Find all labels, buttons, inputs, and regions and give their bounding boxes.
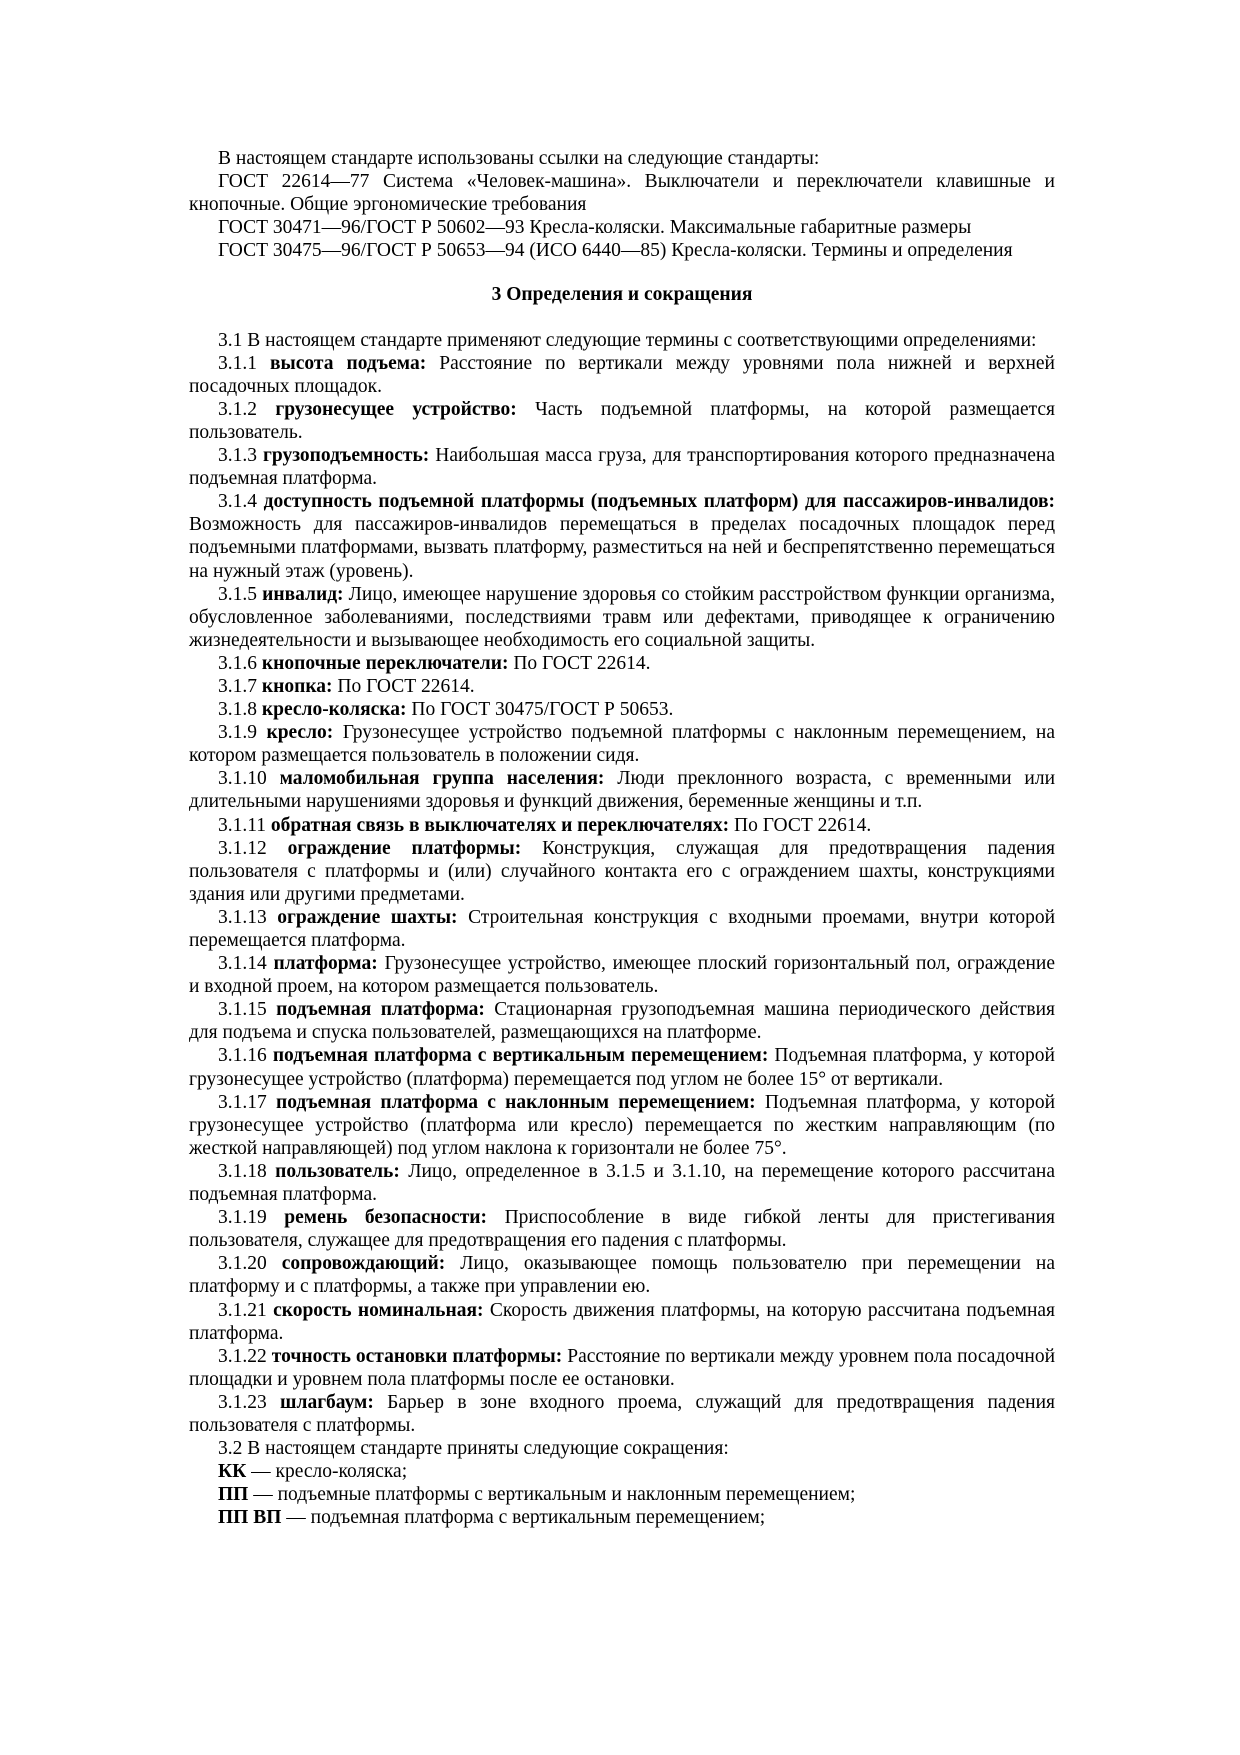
term-name: подъемная платформа с наклонным перемещением: — [275, 1091, 756, 1113]
term-def: Лицо, оказывающее помощь пользователю при перемещении на платформу и с платформы, а также при управлении ею. — [189, 1253, 1056, 1298]
term-definition — [189, 998, 1055, 1044]
term-number: 3.1.6 — [218, 652, 257, 674]
term-def: Грузонесущее устройство, имеющее плоский горизонтальный пол, ограждение и входной проем, на котором размещается пользователь. — [189, 953, 1056, 998]
term-definition — [189, 837, 1055, 906]
term-number: 3.1.8 — [218, 699, 257, 721]
term-def: Строительная конструкция с входными проемами, внутри которой перемещается платформа. — [189, 906, 1055, 951]
abbreviation-item — [189, 1506, 1055, 1529]
abbreviation: ПП ВП — [218, 1507, 282, 1529]
term-name: скорость номинальная: — [273, 1299, 484, 1321]
term-def: Наибольшая масса груза, для транспортирования которого предназначена подъемная платформа. — [189, 445, 1056, 490]
term-def: Расстояние по вертикали между уровнем пола посадочной площадки и уровнем пола платформы после ее остановки. — [189, 1345, 1056, 1390]
term-number: 3.1.4 — [218, 491, 257, 513]
term-number: 3.1.23 — [218, 1391, 267, 1413]
term-name: кнопка: — [261, 675, 333, 697]
term-definition — [189, 952, 1055, 998]
term-def: Лицо, имеющее нарушение здоровья со стойким расстройством функции организма, обусловленное заболеваниями, последствиями травм или дефектами, приводящее к ограничению жизнедеятельности и вызывающее необходимость его социальной защиты. — [189, 583, 1056, 651]
abbreviation: ПП — [218, 1484, 249, 1506]
term-def: По ГОСТ 22614. — [734, 814, 872, 836]
term-number: 3.1.13 — [218, 906, 267, 928]
references-list — [189, 170, 1055, 262]
term-definition — [189, 906, 1055, 952]
term-number: 3.1.21 — [218, 1299, 267, 1321]
term-number: 3.1.5 — [218, 583, 257, 605]
term-def: Стационарная грузоподъемная машина периодического действия для подъема и спуска пользователей, размещающихся на платформе. — [189, 999, 1055, 1044]
term-name: кресло: — [266, 722, 334, 744]
term-number: 3.1.1 — [218, 352, 257, 374]
abbreviations-list — [189, 1460, 1055, 1529]
term-definition — [189, 490, 1055, 582]
term-number: 3.1.7 — [218, 675, 257, 697]
term-def: Скорость движения платформы, на которую рассчитана подъемная платформа. — [189, 1299, 1056, 1344]
term-def: По ГОСТ 30475/ГОСТ Р 50653. — [411, 699, 674, 721]
term-name: платформа: — [273, 953, 378, 975]
term-def: Лицо, определенное в 3.1.5 и 3.1.10, на перемещение которого рассчитана подъемная платформа. — [189, 1160, 1055, 1206]
term-def: Возможность для пассажиров-инвалидов перемещаться в пределах посадочных площадок перед подъемными платформами, вызвать платформу, разместиться на ней и беспрепятственно перемещаться на нужный этаж (уровень). — [189, 514, 1055, 582]
refs-intro: В настоящем стандарте использованы ссылки на следующие стандарты: — [218, 148, 820, 169]
term-number: 3.1.16 — [218, 1045, 267, 1067]
term-name: сопровождающий: — [281, 1253, 446, 1275]
term-name: маломобильная группа населения: — [279, 768, 605, 790]
term-def: Приспособление в виде гибкой ленты для пристегивания пользователя, служащее для предотвращения его падения с платформы. — [189, 1207, 1056, 1252]
term-definition — [189, 767, 1055, 813]
terms-list — [189, 352, 1055, 1437]
term-name: грузоподъемность: — [263, 445, 430, 467]
term-number: 3.1.18 — [218, 1160, 267, 1182]
term-definition — [189, 1160, 1055, 1206]
term-name: подъемная платформа с вертикальным перемещением: — [272, 1045, 769, 1067]
term-name: обратная связь в выключателях и переключателях: — [270, 814, 730, 836]
term-definition — [189, 352, 1055, 398]
term-name: подъемная платформа: — [276, 999, 485, 1021]
term-def: Подъемная платформа, у которой грузонесущее устройство (платформа или кресло) перемещается по жестким направляющим (по жесткой направляющей) под углом наклона к горизонтали не более 75°. — [189, 1091, 1055, 1159]
term-definition — [189, 1299, 1055, 1345]
abbreviation-def: — подъемные платформы с вертикальным и наклонным перемещением; — [253, 1484, 856, 1506]
term-definition — [189, 1091, 1055, 1160]
term-name: кнопочные переключатели: — [261, 652, 509, 674]
term-definition — [189, 1345, 1055, 1391]
paragraph-3-1: 3.1 В настоящем стандарте применяют следующие термины с соответствующими определениями: — [218, 329, 1037, 351]
section-title: 3 Определения и сокращения — [491, 284, 753, 306]
term-name: пользователь: — [275, 1160, 400, 1182]
term-def: По ГОСТ 22614. — [513, 652, 651, 674]
term-definition — [189, 1391, 1055, 1437]
abbreviation-def: — подъемная платформа с вертикальным перемещением; — [286, 1507, 766, 1529]
term-definition — [189, 698, 1055, 721]
term-def: Подъемная платформа, у которой грузонесущее устройство (платформа) перемещается под углом не более 15° от вертикали. — [189, 1045, 1055, 1090]
term-definition — [189, 1044, 1055, 1090]
term-definition — [189, 814, 1055, 837]
term-def: Часть подъемной платформы, на которой размещается пользователь. — [189, 398, 1055, 443]
abbreviation: КК — [218, 1461, 247, 1483]
term-number: 3.1.20 — [218, 1253, 267, 1275]
term-number: 3.1.15 — [218, 999, 267, 1021]
term-number: 3.1.10 — [218, 768, 267, 790]
reference-item: ГОСТ 22614—77 Система «Человек-машина». Выключатели и переключатели клавишные и кнопочные. Общие эргономические требования — [189, 171, 1055, 216]
term-definition — [189, 1206, 1055, 1252]
term-def: Конструкция, служащая для предотвращения падения пользователя с платформы и (или) случайного контакта его с ограждением шахты, конструкциями здания или другими предметами. — [189, 837, 1056, 905]
abbreviation-def: — кресло-коляска; — [251, 1461, 408, 1483]
term-number: 3.1.17 — [218, 1091, 267, 1113]
term-def: Люди преклонного возраста, с временными или длительными нарушениями здоровья и функций движения, беременные женщины и т.п. — [189, 768, 1056, 813]
abbreviation-item — [189, 1483, 1055, 1506]
term-definition — [189, 1252, 1055, 1298]
term-def: Грузонесущее устройство подъемной платформы с наклонным перемещением, на котором размещается пользователь в положении сидя. — [189, 722, 1056, 767]
term-number: 3.1.12 — [218, 837, 267, 859]
term-number: 3.1.22 — [218, 1345, 267, 1367]
term-number: 3.1.2 — [218, 398, 257, 420]
reference-item: ГОСТ 30471—96/ГОСТ Р 50602—93 Кресла-коляски. Максимальные габаритные размеры — [218, 217, 972, 239]
term-definition — [189, 444, 1055, 490]
term-number: 3.1.11 — [218, 814, 267, 836]
term-name: точность остановки платформы: — [271, 1345, 563, 1367]
term-definition — [189, 675, 1055, 698]
reference-item: ГОСТ 30475—96/ГОСТ Р 50653—94 (ИСО 6440—85) Кресла-коляски. Термины и определения — [218, 240, 1013, 262]
term-definition — [189, 583, 1055, 652]
term-def: По ГОСТ 22614. — [337, 675, 475, 697]
term-definition — [189, 721, 1055, 767]
term-name: доступность подъемной платформы (подъемных платформ) для пассажиров-инвалидов: — [263, 491, 1056, 513]
term-name: ограждение шахты: — [277, 906, 458, 928]
term-name: ограждение платформы: — [287, 837, 522, 859]
paragraph-3-2: 3.2 В настоящем стандарте приняты следующие сокращения: — [218, 1438, 729, 1460]
term-name: шлагбаум: — [280, 1391, 374, 1413]
term-def: Расстояние по вертикали между уровнями пола нижней и верхней посадочных площадок. — [189, 352, 1055, 397]
term-name: грузонесущее устройство: — [275, 398, 517, 420]
term-name: ремень безопасности: — [284, 1207, 488, 1229]
term-number: 3.1.3 — [218, 445, 257, 467]
term-number: 3.1.14 — [218, 953, 267, 975]
abbreviation-item — [189, 1460, 1055, 1483]
document-body — [189, 147, 1055, 1529]
term-number: 3.1.19 — [218, 1207, 267, 1229]
term-name: инвалид: — [262, 583, 344, 605]
term-name: высота подъема: — [270, 352, 427, 374]
term-definition — [189, 652, 1055, 675]
term-number: 3.1.9 — [218, 722, 257, 744]
term-def: Барьер в зоне входного проема, служащий для предотвращения падения пользователя с платформы. — [189, 1391, 1056, 1436]
term-definition — [189, 398, 1055, 444]
term-name: кресло-коляска: — [261, 699, 407, 721]
